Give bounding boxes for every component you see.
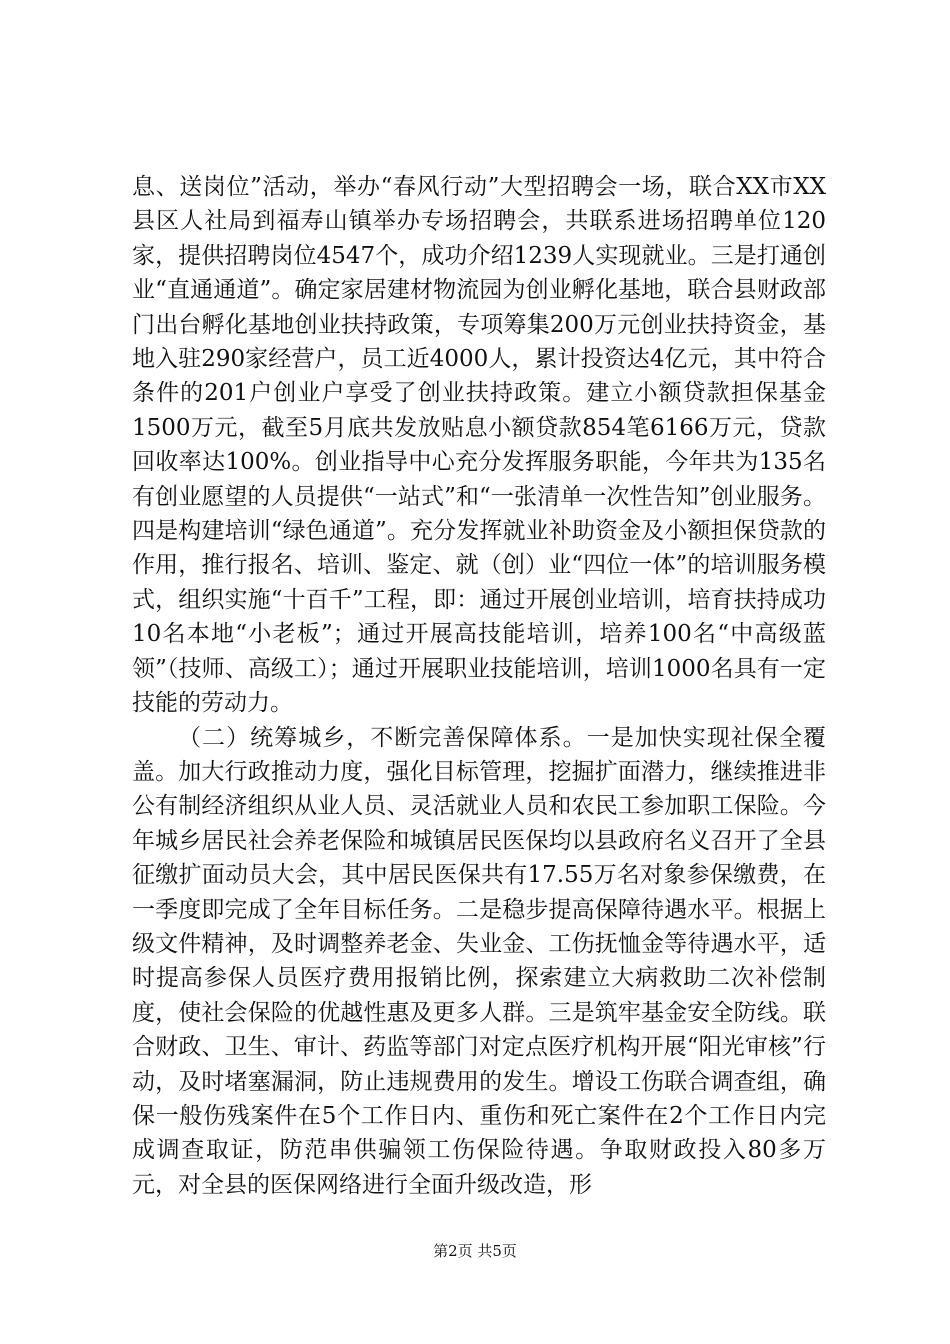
paragraph-continued: 息、送岗位”活动，举办“春风行动”大型招聘会一场，联合XX市XX县区人社局到福寿山镇举办专场招聘会，共联系进场招聘单位120家，提供招聘岗位4547个，成功介绍1239人实现就业。三是打通创业“直通通道”。确定家居建材物流园为创业孵化基地，联合县财政部门出台孵化基地创业扶持政策，专项筹集200万元创业扶持资金，基地入驻290家经营户，员工近4000人，累计投资达4亿元，其中符合条件的201户创业户享受了创业扶持政策。建立小额贷款担保基金1500万元，截至5月底共发放贴息小额贷款854笔6166万元，贷款回收率达100%。创业指导中心充分发挥服务职能，今年共为135名有创业愿望的人员提供“一站式”和“一张清单一次性告知”创业服务。四是构建培训“绿色通道”。充分发挥就业补助资金及小额担保贷款的作用，推行报名、培训、鉴定、就（创）业“四位一体”的培训服务模式，组织实施“十百千”工程，即：通过开展创业培训，培育扶持成功10名本地“小老板”；通过开展高技能培训，培养100名“中高级蓝领”（技师、高级工）；通过开展职业技能培训，培训1000名具有一定技能的劳动力。	[132, 174, 826, 717]
paragraph-section-two: （二）统筹城乡，不断完善保障体系。一是加快实现社保全覆盖。加大行政推动力度，强化目标管理，挖掘扩面潜力，继续推进非公有制经济组织从业人员、灵活就业人员和农民工参加职工保险。今年城乡居民社会养老保险和城镇居民医保均以县政府名义召开了全县征缴扩面动员大会，其中居民医保共有17.55万名对象参保缴费，在一季度即完成了全年目标任务。二是稳步提高保障待遇水平。根据上级文件精神，及时调整养老金、失业金、工伤抚恤金等待遇水平，适时提高参保人员医疗费用报销比例，探索建立大病救助二次补偿制度，使社会保险的优越性惠及更多人群。三是筑牢基金安全防线。联合财政、卫生、审计、药监等部门对定点医疗机构开展“阳光审核”行动，及时堵塞漏洞，防止违规费用的发生。增设工伤联合调查组，确保一般伤残案件在5个工作日内、重伤和死亡案件在2个工作日内完成调查取证，防范串供骗领工伤保险待遇。争取财政投入80多万元，对全县的医保网络进行全面升级改造，形	[132, 724, 826, 1198]
body-text	[132, 170, 826, 1202]
page-number-footer: 第2页 共5页	[433, 1242, 517, 1260]
